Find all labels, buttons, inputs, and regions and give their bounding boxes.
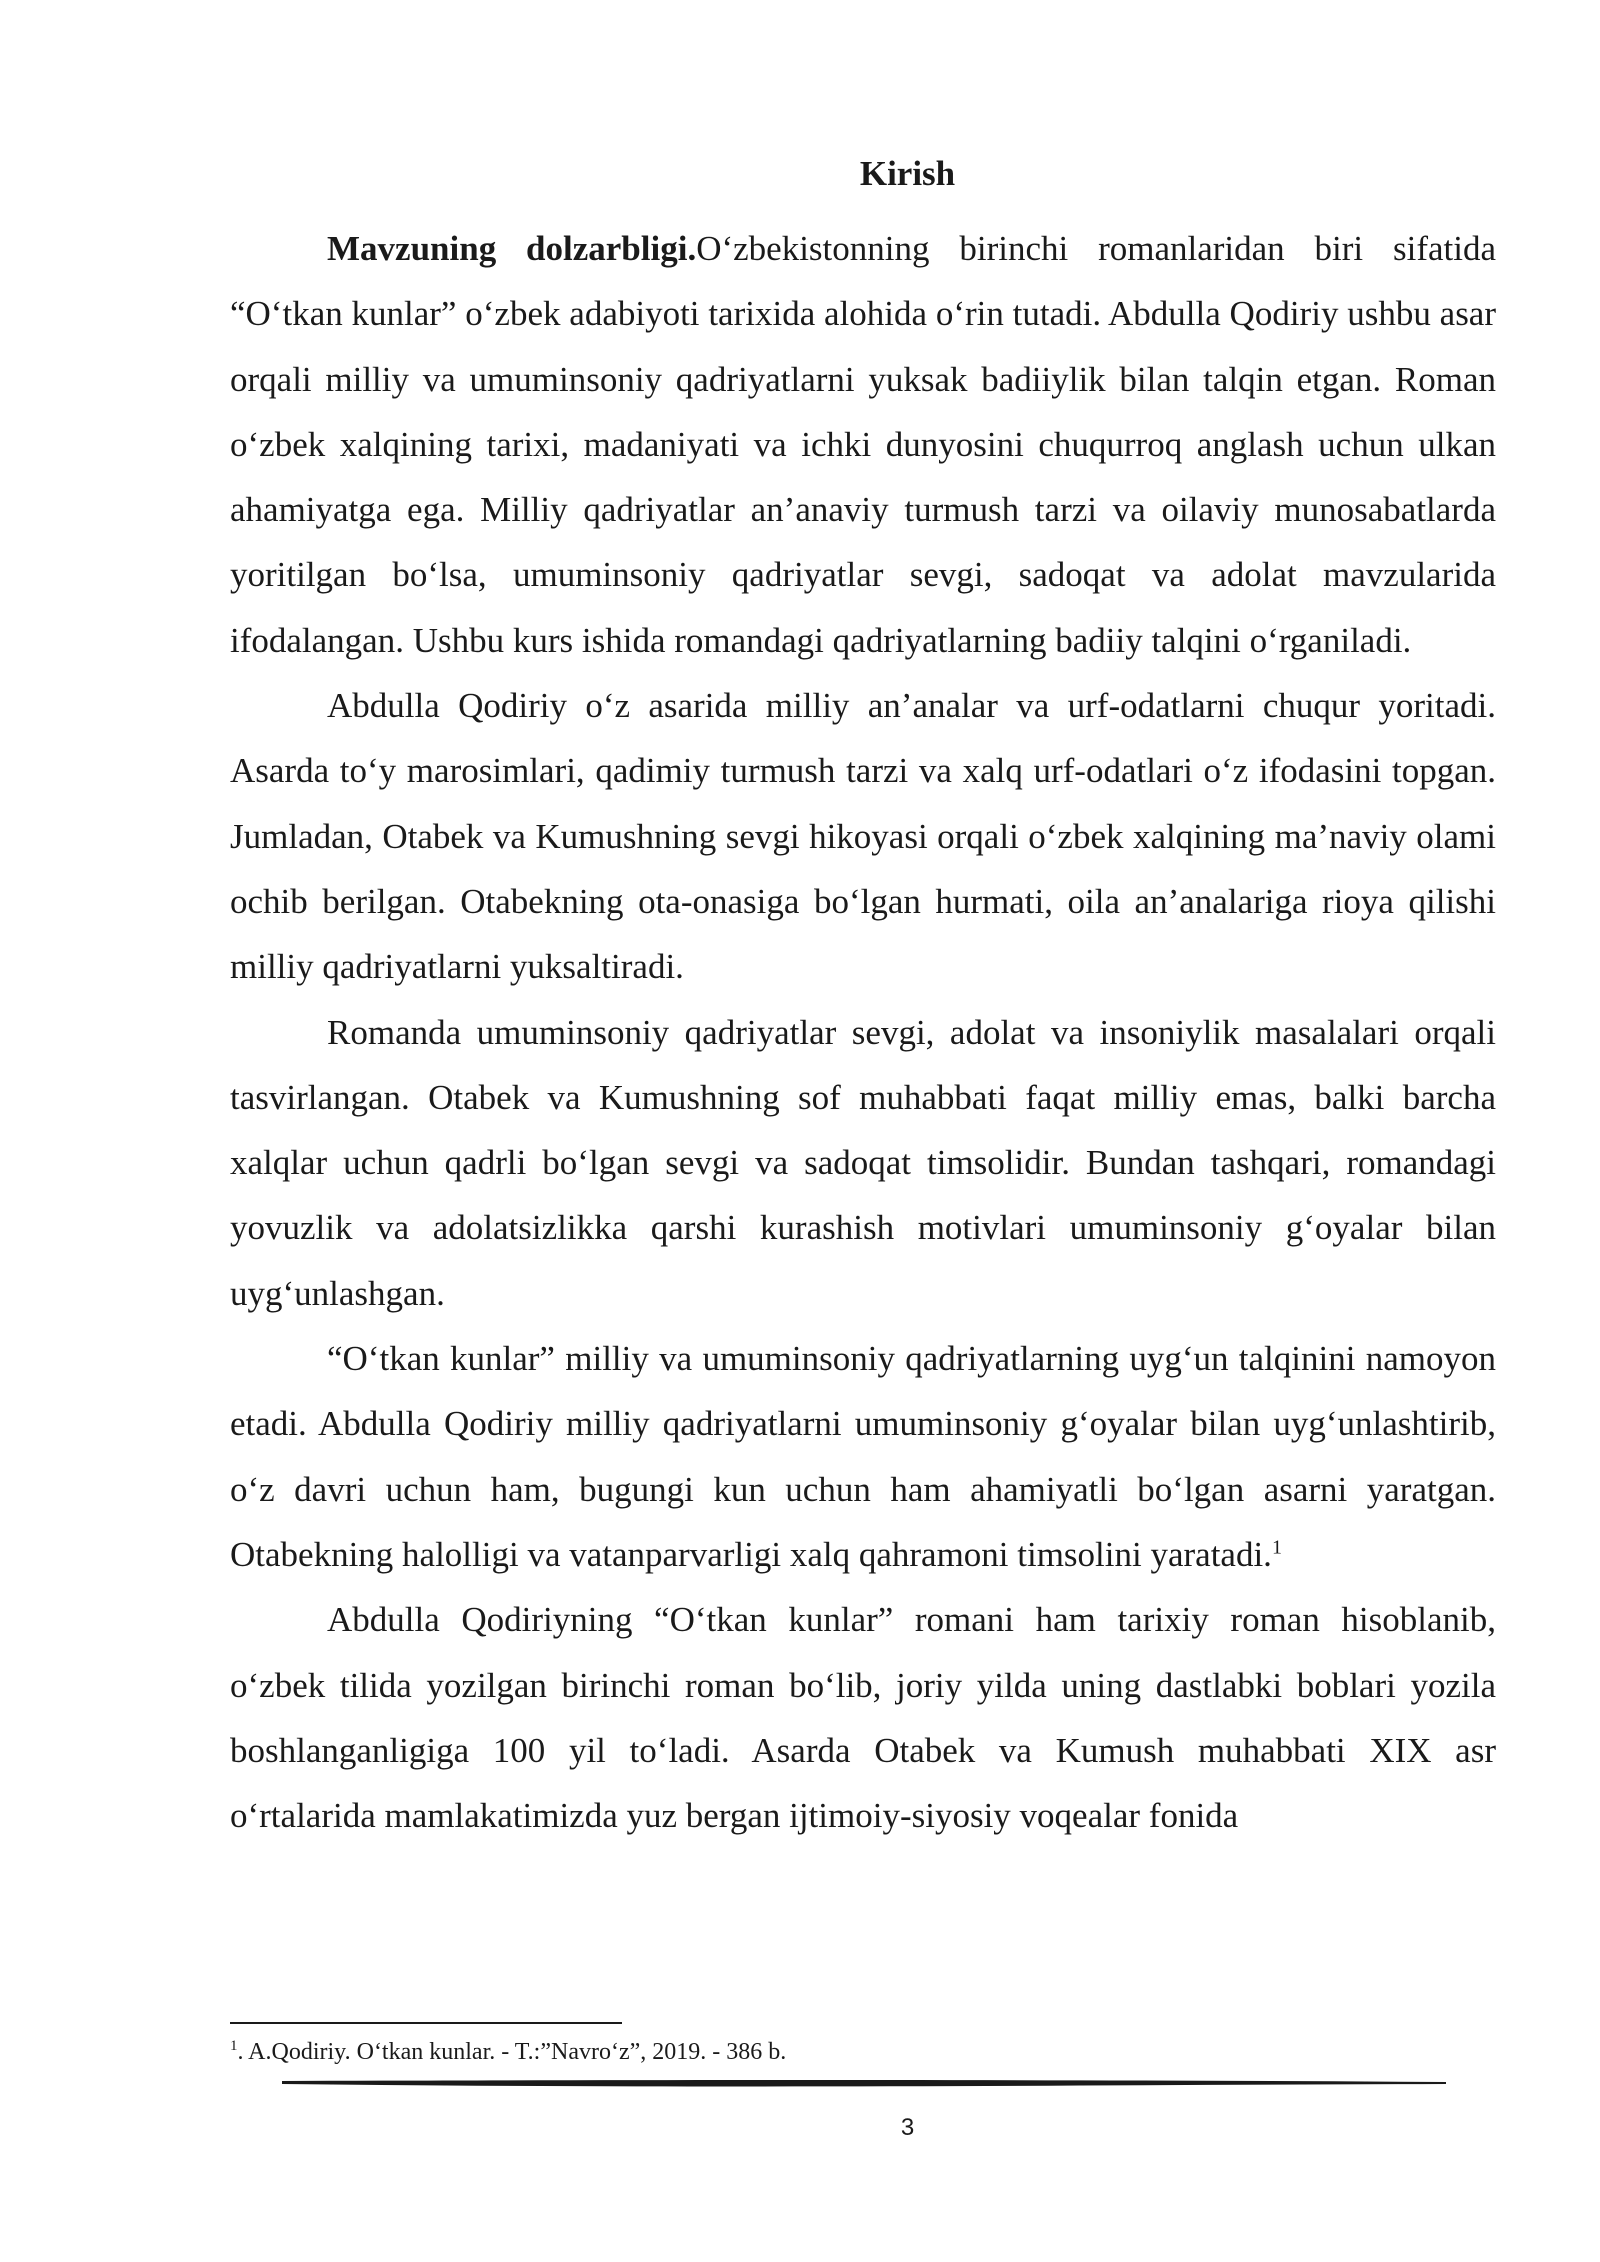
footnote: [230, 2037, 1496, 2067]
paragraph-text: O‘zbekistonning birinchi romanlaridan biri sifatida “O‘tkan kunlar” o‘zbek adabiyoti tarixida alohida o‘rin tutadi. Abdulla Qodiriy ushbu asar orqali milliy va umuminsoniy qadriyatlarni yuksak badiiylik bilan talqin etgan. Roman o‘zbek xalqining tarixi, madaniyati va ichki dunyosini chuqurroq anglash uchun ulkan ahamiyatga ega. Milliy qadriyatlar an’anaviy turmush tarzi va oilaviy munosabatlarda yoritilgan bo‘lsa, umuminsoniy qadriyatlar sevgi, sadoqat va adolat mavzularida ifodalangan. Ushbu kurs ishida romandagi qadriyatlarning badiiy talqini o‘rganiladi.: [230, 229, 1496, 660]
footnote-separator: [230, 2022, 622, 2024]
page-title: Kirish: [859, 154, 956, 193]
paragraph-lead: Mavzuning dolzarbligi.: [327, 229, 697, 268]
paragraph-text: Abdulla Qodiriyning “O‘tkan kunlar” romani ham tarixiy roman hisoblanib, o‘zbek tilida yozilgan birinchi roman bo‘lib, joriy yilda uning dastlabki boblari yozila boshlanganligiga 100 yil to‘ladi. Asarda Otabek va Kumush muhabbati XIX asr o‘rtalarida mamlakatimizda yuz bergan ijtimoiy-siyosiy voqealar fonida: [230, 1600, 1496, 1836]
paragraph-national-traditions: [230, 673, 1496, 999]
paragraph-universal-values: [230, 1000, 1496, 1326]
body-text: [230, 216, 1496, 1848]
paragraph-text: “O‘tkan kunlar” milliy va umuminsoniy qadriyatlarning uyg‘un talqinini namoyon etadi. Abdulla Qodiriy milliy qadriyatlarni umuminsoniy g‘oyalar bilan uyg‘unlashtirib, o‘z davri uchun ham, bugungi kun uchun ham ahamiyatli bo‘lgan asarni yaratgan. Otabekning halolligi va vatanparvarligi xalq qahramoni timsolini yaratadi.: [230, 1339, 1496, 1574]
paragraph-text: Romanda umuminsoniy qadriyatlar sevgi, adolat va insoniylik masalalari orqali tasvirlangan. Otabek va Kumushning sof muhabbati faqat milliy emas, balki barcha xalqlar uchun qadrli bo‘lgan sevgi va sadoqat timsolidir. Bundan tashqari, romandagi yovuzlik va adolatsizlikka qarshi kurashish motivlari umuminsoniy g‘oyalar bilan uyg‘unlashgan.: [230, 1012, 1496, 1313]
page-number: 3: [900, 2114, 915, 2141]
page-bottom-border: [282, 2079, 1446, 2089]
paragraph-relevance: [230, 216, 1496, 673]
paragraph-harmony: [230, 1326, 1496, 1587]
footnote-marker: 1: [230, 2038, 238, 2054]
paragraph-text: Abdulla Qodiriy o‘z asarida milliy an’analar va urf-odatlarni chuqur yoritadi. Asarda to‘y marosimlari, qadimiy turmush tarzi va xalq urf-odatlari o‘z ifodasini topgan. Jumladan, Otabek va Kumushning sevgi hikoyasi orqali o‘zbek xalqining ma’naviy olami ochib berilgan. Otabekning ota-onasiga bo‘lgan hurmati, oila an’analariga rioya qilishi milliy qadriyatlarni yuksaltiradi.: [230, 686, 1496, 987]
footnote-reference[interactable]: 1: [1271, 1536, 1282, 1559]
footnote-text: . A.Qodiriy. O‘tkan kunlar. - T.:”Navro‘z”, 2019. - 386 b.: [237, 2039, 787, 2065]
paragraph-historical-novel: [230, 1587, 1496, 1848]
